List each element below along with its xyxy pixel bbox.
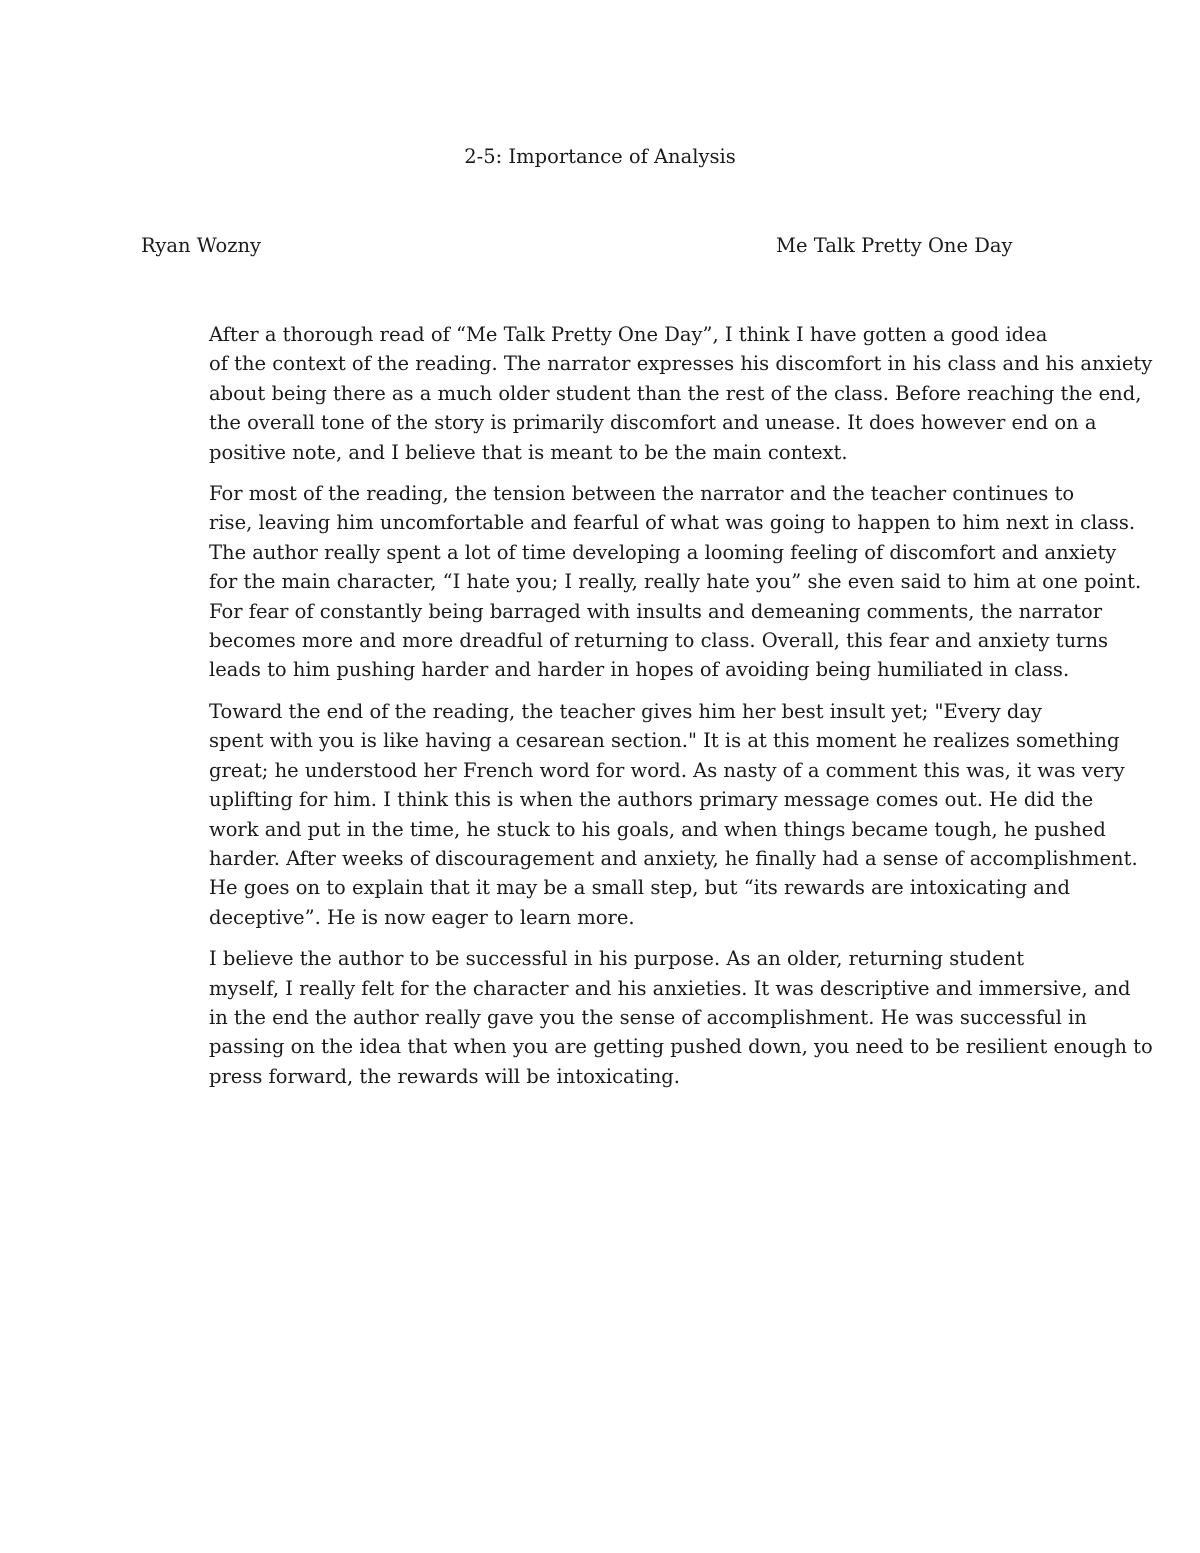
text-line: spent with you is like having a cesarean section." It is at this moment he realizes something: [209, 729, 1120, 753]
text-line: harder. After weeks of discouragement and anxiety, he finally had a sense of accomplishment.: [209, 846, 1138, 870]
text-line: positive note, and I believe that is meant to be the main context.: [209, 440, 848, 464]
text-line: For fear of constantly being barraged with insults and demeaning comments, the narrator: [209, 599, 1103, 623]
text-line: I believe the author to be successful in his purpose. As an older, returning student: [209, 947, 1025, 971]
text-line: passing on the idea that when you are getting pushed down, you need to be resilient enough to: [209, 1035, 1153, 1059]
text-line: in the end the author really gave you the sense of accomplishment. He was successful in: [209, 1005, 1087, 1029]
essay-body: [141, 320, 1153, 1103]
author-name: Ryan Wozny: [141, 234, 262, 257]
text-line: For most of the reading, the tension between the narrator and the teacher continues to: [209, 482, 1075, 506]
work-title: Me Talk Pretty One Day: [776, 234, 1013, 257]
text-line: Toward the end of the reading, the teacher gives him her best insult yet; "Every day: [209, 699, 1042, 723]
text-line: great; he understood her French word for word. As nasty of a comment this was, it was very: [209, 758, 1125, 782]
paragraph-2: [141, 479, 1142, 685]
text-line: He goes on to explain that it may be a small step, but “its rewards are intoxicating and: [209, 876, 1070, 900]
text-line: leads to him pushing harder and harder in hopes of avoiding being humiliated in class.: [209, 658, 1070, 682]
text-line: work and put in the time, he stuck to his goals, and when things became tough, he pushed: [209, 817, 1106, 841]
document-title: 2-5: Importance of Analysis: [464, 145, 736, 168]
text-line: the overall tone of the story is primarily discomfort and unease. It does however end on a: [209, 411, 1097, 435]
text-line: of the context of the reading. The narrator expresses his discomfort in his class and his anxiety: [209, 352, 1153, 376]
text-line: for the main character, “I hate you; I really, really hate you” she even said to him at one point.: [209, 570, 1142, 594]
text-line: myself, I really felt for the character and his anxieties. It was descriptive and immersive, and: [209, 976, 1131, 1000]
text-line: uplifting for him. I think this is when the authors primary message comes out. He did the: [209, 788, 1094, 812]
text-line: rise, leaving him uncomfortable and fearful of what was going to happen to him next in class.: [209, 511, 1136, 535]
text-line: deceptive”. He is now eager to learn more.: [209, 905, 635, 929]
text-line: about being there as a much older student than the rest of the class. Before reaching the end,: [209, 381, 1142, 405]
text-line: After a thorough read of “Me Talk Pretty One Day”, I think I have gotten a good idea: [209, 323, 1048, 346]
paragraph-3: [141, 697, 1138, 932]
paragraph-1: [141, 320, 1153, 467]
paragraph-4: [141, 944, 1153, 1091]
text-line: The author really spent a lot of time developing a looming feeling of discomfort and anxiety: [209, 540, 1117, 564]
text-line: press forward, the rewards will be intoxicating.: [209, 1064, 680, 1088]
text-line: becomes more and more dreadful of returning to class. Overall, this fear and anxiety turns: [209, 629, 1109, 653]
